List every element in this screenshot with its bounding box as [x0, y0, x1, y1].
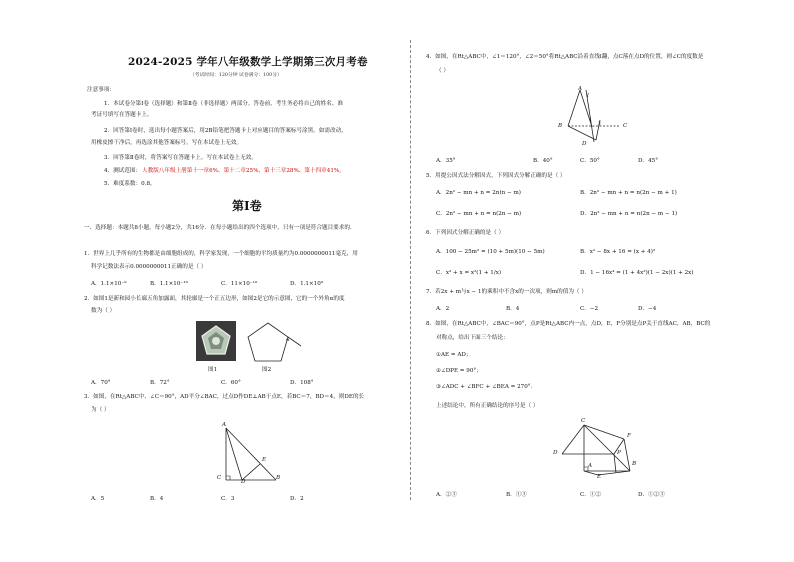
q8-point-p: P: [617, 450, 621, 456]
q7-option-d: D．−4: [638, 306, 657, 312]
q4-point-b: B: [558, 123, 563, 129]
q3-point-d: D: [241, 479, 246, 485]
q8-option-b: B．①③: [506, 492, 527, 498]
q3-point-b: B: [276, 475, 281, 481]
pentagon-photo-graphic: [196, 321, 236, 361]
q8-line-2: 对称点，给出下面三个结论：: [436, 335, 509, 341]
figure-1-caption: 图1: [208, 367, 218, 373]
q3-point-a: A: [222, 422, 227, 428]
exam-subtitle: （考试时间：120分钟 试卷满分：100分）: [190, 73, 282, 78]
q4-line-1: 4．如图，在Rt△ABC中，∠1＝120°，∠2＝50°将Rt△ABC沿着直线l翻，点C落在点D的位置，则∠C的度数是: [426, 54, 704, 60]
q4-angle-1: 1: [589, 118, 592, 123]
q8-option-a: A．②③: [436, 492, 457, 498]
q6-option-d: D．1 − 16x⁴ = (1 + 4x²)(1 − 2x)(1 + 2x): [580, 270, 694, 276]
q3-line-2: 为（ ）: [91, 407, 110, 413]
q3-option-c: C．3: [221, 496, 235, 502]
q2-option-a: A．70°: [91, 380, 111, 386]
q5-question: 5．用提公因式法分解因式，下列因式分解正确的是（ ）: [426, 173, 566, 179]
q4-option-b: B．40°: [533, 158, 553, 164]
q5-option-c: C．2n² − mn + n = n(2n − m): [436, 211, 522, 217]
pentagon-diagram: [243, 318, 313, 370]
q5-option-b: B．2n² − mn + n = n(2n − m + 1): [580, 190, 677, 196]
note-line-6-label: 4．测试范围：: [104, 168, 142, 174]
q1-line-2: 科学记数法表示0.0000000011正确的是（ ）: [91, 264, 207, 270]
q4-point-c: C: [623, 123, 628, 129]
test-range: 人教版八年级上册第十一章6%、第十二章25%、第十三章28%、第十四章41%。: [142, 168, 345, 174]
q1-line-1: 1．世界上几乎所有的生物都是由细胞组成的，科学家发现，一个细胞的平均质量约为0.0000000011毫克，用: [84, 251, 358, 257]
note-line-4: 用橡皮擦干净后，再选涂其他答案标号。写在本试卷上无效。: [91, 140, 243, 146]
q8-point-e: E: [597, 474, 602, 480]
q8-point-c: C: [581, 418, 586, 424]
q1-option-c: C．11×10⁻¹⁰: [221, 281, 258, 287]
q8-ask: 上述结论中，所有正确结论的序号是（ ）: [436, 403, 539, 409]
q4-point-a: A: [578, 86, 583, 92]
note-line-1: 1．本试卷分第Ⅰ卷（选择题）和第Ⅱ卷（非选择题）两部分。答卷前，考生务必将自己的姓名、准: [104, 101, 343, 107]
q4-angle-2: 2: [598, 122, 601, 127]
q4-fold-diagram: [508, 82, 618, 154]
section-intro: 一、选择题：本题共8小题，每小题2分，共16分．在每小题给出的四个选项中，只有一项是符合题目要求的．: [84, 225, 356, 231]
q3-option-d: D．2: [290, 496, 304, 502]
q8-reflection-diagram: [558, 417, 658, 485]
q7-option-a: A．2: [436, 306, 450, 312]
pentagon-photo: [196, 321, 236, 361]
q8-option-d: D．①②③: [638, 492, 665, 498]
q8-point-a: A: [588, 463, 593, 469]
q8-option-c: C．①②: [580, 492, 602, 498]
q4-point-d: D: [582, 141, 587, 147]
q8-conclusion-3: ③∠ADC + ∠BFC + ∠BEA = 270°．: [436, 384, 537, 390]
q7-option-b: B．4: [506, 306, 520, 312]
q8-line-1: 8．如图，在Rt△ABC中，∠BAC＝90°，点P是Rt△ABC内一点，点D，E，F分别是点P关于直线AC，AB，BC的: [426, 321, 711, 327]
q3-option-b: B．4: [150, 496, 164, 502]
note-line-7: 5．难度系数：0.8。: [104, 181, 156, 187]
q8-conclusion-1: ①AE = AD；: [436, 352, 472, 358]
figure-2-caption: 图2: [262, 367, 272, 373]
note-line-5: 3．回答第Ⅱ卷时，将答案写在答题卡上。写在本试卷上无效。: [104, 155, 257, 161]
q6-option-b: B．x² − 8x + 16 = (x + 4)²: [580, 249, 656, 255]
q4-line-l: l: [587, 93, 589, 99]
q4-option-d: D．45°: [638, 158, 658, 164]
q5-option-a: A．2n² − mn + n = 2n(n − m): [436, 190, 521, 196]
q6-option-c: C．x³ + x = x²(1 + 1/x): [436, 270, 502, 276]
q3-point-c: C: [217, 475, 222, 481]
q2-option-b: B．72°: [150, 380, 170, 386]
q8-point-d: D: [553, 450, 558, 456]
q8-conclusion-2: ②∠DPE = 90°；: [436, 368, 482, 374]
q1-option-d: D．1.1×10⁹: [290, 281, 324, 287]
q3-option-a: A．5: [91, 496, 105, 502]
q4-option-c: C．50°: [580, 158, 600, 164]
note-line-3: 2．回答第Ⅰ卷时，选出每小题答案后，用2B铅笔把答题卡上对应题目的答案标号涂黑。如需改动，: [104, 128, 347, 134]
notes-heading: 注意事项：: [87, 87, 115, 93]
page-title: 2024-2025 学年八年级数学上学期第三次月考卷: [128, 56, 368, 68]
section-title: 第Ⅰ卷: [232, 199, 262, 213]
note-line-2: 考证号填写在答题卡上。: [91, 112, 153, 118]
q1-option-b: B．1.1×10⁻¹⁰: [150, 281, 188, 287]
angle-alpha-label: α: [286, 337, 290, 343]
q8-point-f: F: [627, 433, 631, 439]
right-column: [408, 0, 794, 562]
q7-question: 7．若2x + m与x − 1的乘积中不含x的一次项，则m的值为（ ）: [426, 289, 587, 295]
q6-question: 6．下列因式分解正确的是（ ）: [426, 230, 505, 236]
q6-option-a: A．100 − 25m² = (10 + 5m)(10 − 5m): [436, 249, 545, 255]
q2-option-d: D．108°: [290, 380, 314, 386]
q7-option-c: C．−2: [580, 306, 599, 312]
q2-line-2: 数为（ ）: [91, 308, 116, 314]
q4-line-2: （ ）: [436, 68, 449, 74]
q1-option-a: A．1.1×10⁻⁹: [91, 281, 127, 287]
q5-option-d: D．2n² − mn + n = n(2n − m − 1): [580, 211, 678, 217]
q8-point-b: B: [632, 461, 637, 467]
q4-option-a: A．35°: [436, 158, 456, 164]
q3-point-e: E: [262, 457, 267, 463]
q2-line-1: 2．如图1是新和园小长廊五角加露面，其轮廓是一个正五边形，如图2是它的示意图，它的一个外角α的度: [84, 296, 345, 302]
q3-triangle-diagram: [214, 420, 294, 490]
q3-line-1: 3．如图，在Rt△ABC中，∠C＝90°，AD平分∠BAC，过点D作DE⊥AB于点E，若BC＝7，BD＝4，则DE的长: [84, 394, 365, 400]
q2-option-c: C．60°: [221, 380, 241, 386]
